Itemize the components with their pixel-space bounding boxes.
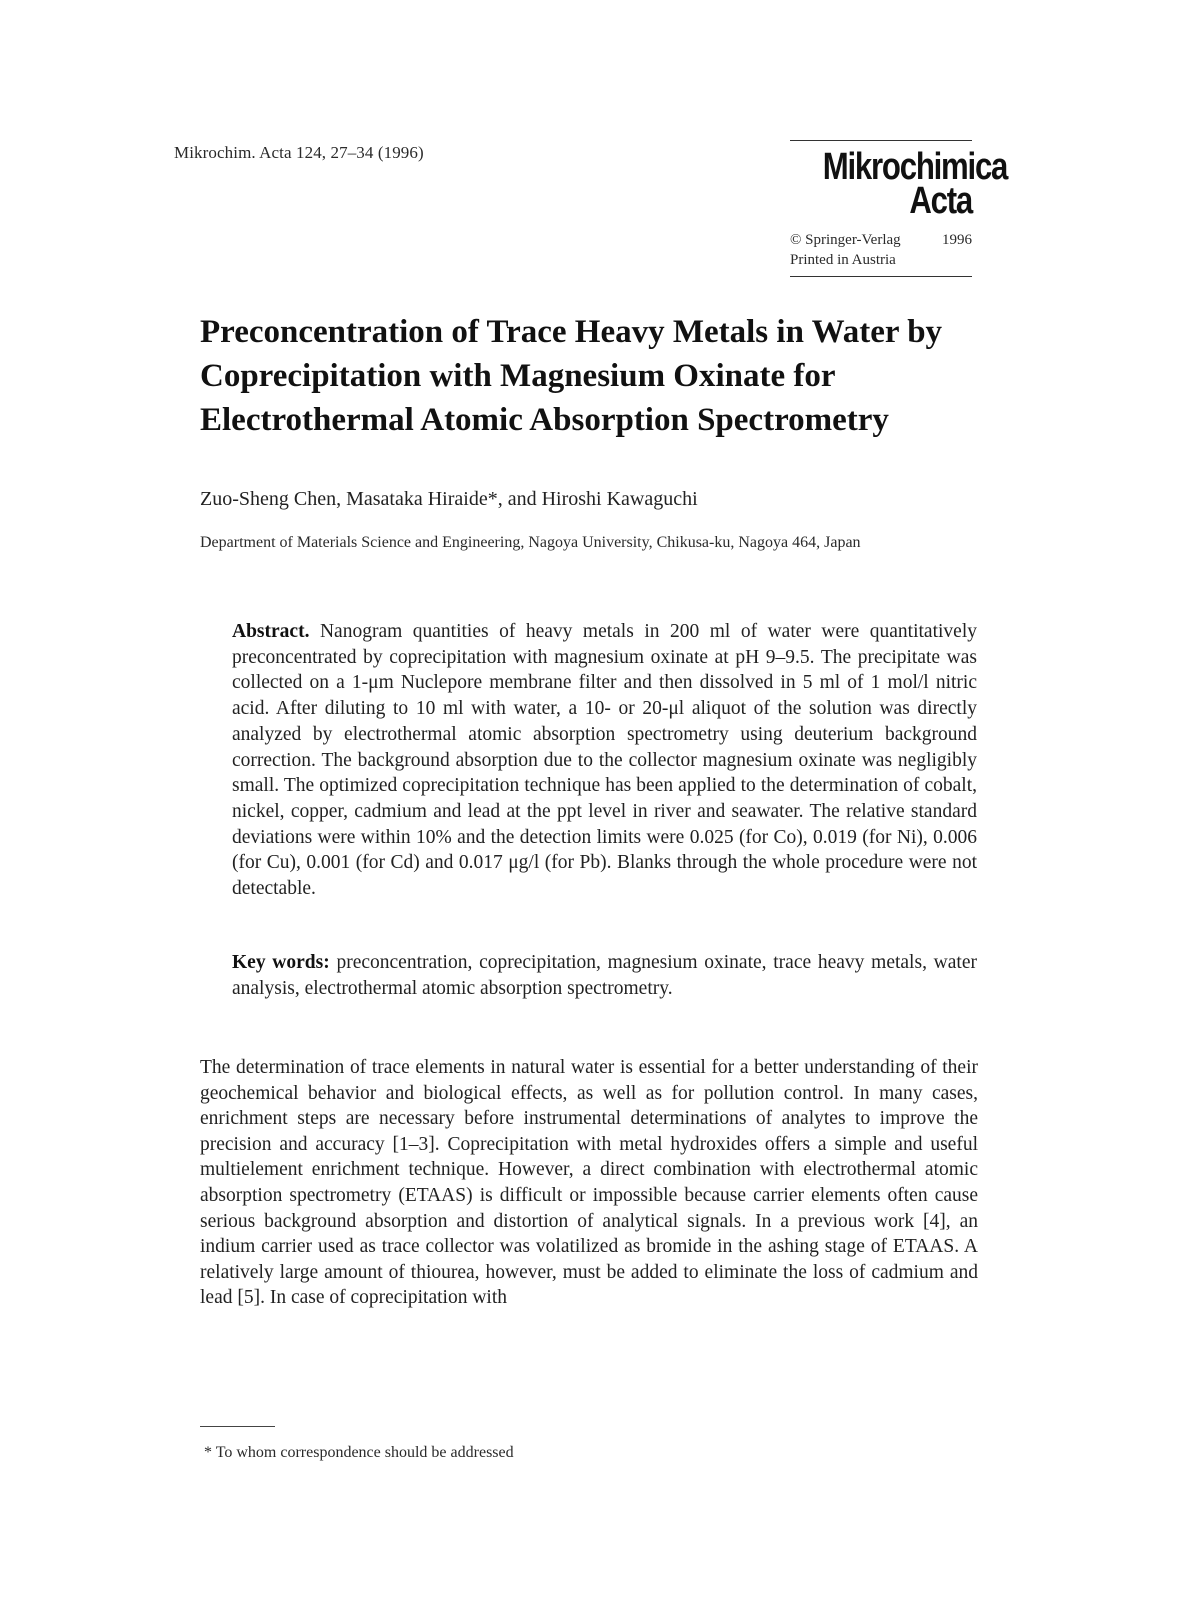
keywords-text: preconcentration, coprecipitation, magnesium oxinate, trace heavy metals, water analysis, electrothermal atomic absorption spectrometry. [232, 952, 977, 999]
keywords-label: Key words: [232, 952, 330, 973]
copyright-icon: © [790, 232, 802, 248]
author-affiliation: Department of Materials Science and Engineering, Nagoya University, Chikusa-ku, Nagoya 464, Japan [200, 534, 861, 551]
keywords [232, 950, 977, 1002]
journal-logo-line2: Acta [909, 180, 972, 222]
journal-masthead [790, 140, 1008, 277]
publisher-info [790, 230, 972, 270]
abstract-text: Nanogram quantities of heavy metals in 200 ml of water were quantitatively preconcentrated by coprecipitation with magnesium oxinate at pH 9–9.5. The precipitate was collected on a 1-μm Nuclepore membrane filter and then dissolved in 5 ml of 1 mol/l nitric acid. After diluting to 10 ml with water, a 10- or 20-μl aliquot of the solution was directly analyzed by electrothermal atomic absorption spectrometry using deuterium background correction. The background absorption due to the collector magnesium oxinate was negligibly small. The optimized coprecipitation technique has been applied to the determination of cobalt, nickel, copper, cadmium and lead at the ppt level in river and seawater. The relative standard deviations were within 10% and the detection limits were 0.025 (for Co), 0.019 (for Ni), 0.006 (for Cu), 0.001 (for Cd) and 0.017 μg/l (for Pb). Blanks through the whole procedure were not detectable. [232, 621, 977, 900]
printed-location: Printed in Austria [790, 252, 896, 268]
publisher-name: Springer-Verlag [805, 232, 901, 248]
article-title: Preconcentration of Trace Heavy Metals in Water by Coprecipitation with Magnesium Oxinate for Electrothermal Atomic Absorption Spectrometry [200, 314, 943, 438]
footnote: * To whom correspondence should be addressed [204, 1444, 514, 1461]
journal-logo-line1: Mikrochimica [822, 146, 1008, 188]
journal-citation: Mikrochim. Acta 124, 27–34 (1996) [174, 143, 424, 162]
journal-logo [822, 146, 1008, 222]
author-list: Zuo-Sheng Chen, Masataka Hiraide*, and Hiroshi Kawaguchi [200, 488, 698, 510]
abstract-label: Abstract. [232, 621, 310, 642]
body-paragraph: The determination of trace elements in natural water is essential for a better understanding of their geochemical behavior and biological effects, as well as for pollution control. In many cases, enrichment steps are necessary before instrumental determinations of analytes to improve the precision and accuracy [1–3]. Coprecipitation with metal hydroxides offers a simple and useful multielement enrichment technique. However, a direct combination with electrothermal atomic absorption spectrometry (ETAAS) is difficult or impossible because carrier elements often cause serious background absorption and distortion of analytical signals. In a previous work [4], an indium carrier used as trace collector was volatilized as bromide in the ashing stage of ETAAS. A relatively large amount of thiourea, however, must be added to eliminate the loss of cadmium and lead [5]. In case of coprecipitation with [200, 1057, 978, 1309]
masthead-top-rule [790, 140, 972, 141]
publication-year: 1996 [942, 232, 972, 248]
masthead-bottom-rule [790, 276, 972, 277]
footnote-divider [200, 1426, 275, 1427]
abstract [232, 619, 977, 902]
